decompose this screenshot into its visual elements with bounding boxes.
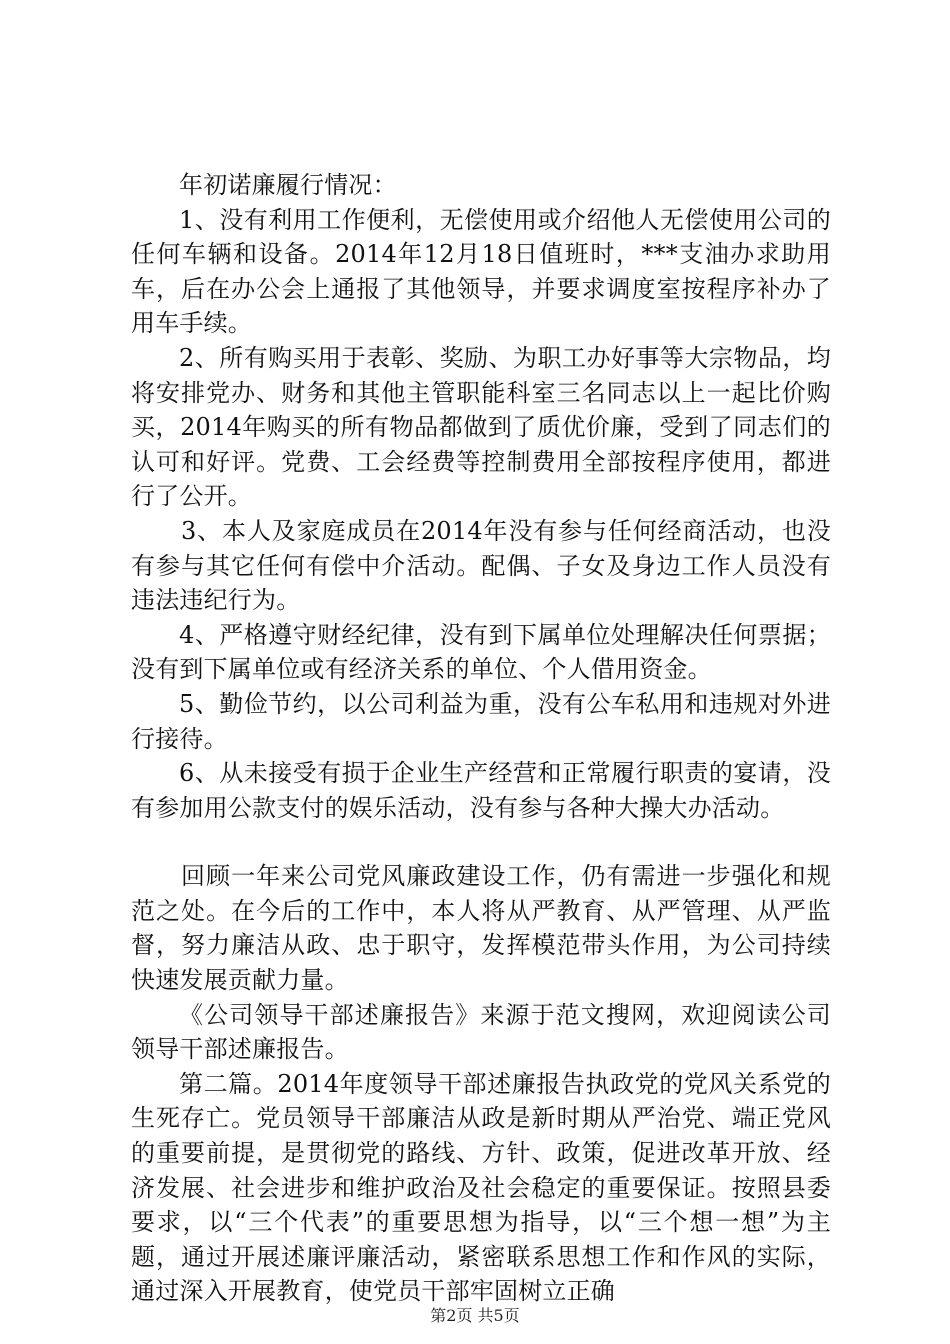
paragraph: 第二篇。2014年度领导干部述廉报告执政党的党风关系党的生死存亡。党员领导干部廉洁从政是新时期从严治党、端正党风的重要前提，是贯彻党的路线、方针、政策，促进改革开放、经济发展、社会进步和维护政治及社会稳定的重要保证。按照县委要求，以“三个代表”的重要思想为指导，以“三个想一想”为主题，通过开展述廉评廉活动，紧密联系思想工作和作风的实际，通过深入开展教育，使党员干部牢固树立正确 xyxy=(131,1069,831,1306)
page-number: 第2页 共5页 xyxy=(430,1306,520,1325)
paragraph: 6、从未接受有损于企业生产经营和正常履行职责的宴请，没有参加用公款支付的娱乐活动，没有参与各种大操大办活动。 xyxy=(131,759,831,822)
paragraph: 4、严格遵守财经纪律，没有到下属单位处理解决任何票据；没有到下属单位或有经济关系的单位、个人借用资金。 xyxy=(131,620,831,684)
paragraph: 1、没有利用工作便利，无偿使用或介绍他人无偿使用公司的任何车辆和设备。2014年12月18日值班时，***支油办求助用车，后在办公会上通报了其他领导，并要求调度室按程序补办了用车手续。 xyxy=(131,205,831,338)
document-body xyxy=(131,168,831,1309)
section-heading: 年初诺廉履行情况： xyxy=(179,171,397,199)
paragraph: 回顾一年来公司党风廉政建设工作，仍有需进一步强化和规范之处。在今后的工作中，本人将从严教育、从严管理、从严监督，努力廉洁从政、忠于职守，发挥模范带头作用，为公司持续快速发展贡献力量。 xyxy=(131,862,831,995)
paragraph: 3、本人及家庭成员在2014年没有参与任何经商活动，也没有参与其它任何有偿中介活动。配偶、子女及身边工作人员没有违法违纪行为。 xyxy=(131,516,831,615)
paragraph-gap xyxy=(131,825,831,859)
paragraph: 2、所有购买用于表彰、奖励、为职工办好事等大宗物品，均将安排党办、财务和其他主管职能科室三名同志以上一起比价购买，2014年购买的所有物品都做到了质优价廉，受到了同志们的认可和好评。党费、工会经费等控制费用全部按程序使用，都进行了公开。 xyxy=(131,343,831,511)
paragraph: 5、勤俭节约，以公司利益为重，没有公车私用和违规对外进行接待。 xyxy=(131,689,831,753)
paragraph: 《公司领导干部述廉报告》来源于范文搜网，欢迎阅读公司领导干部述廉报告。 xyxy=(131,1000,831,1064)
